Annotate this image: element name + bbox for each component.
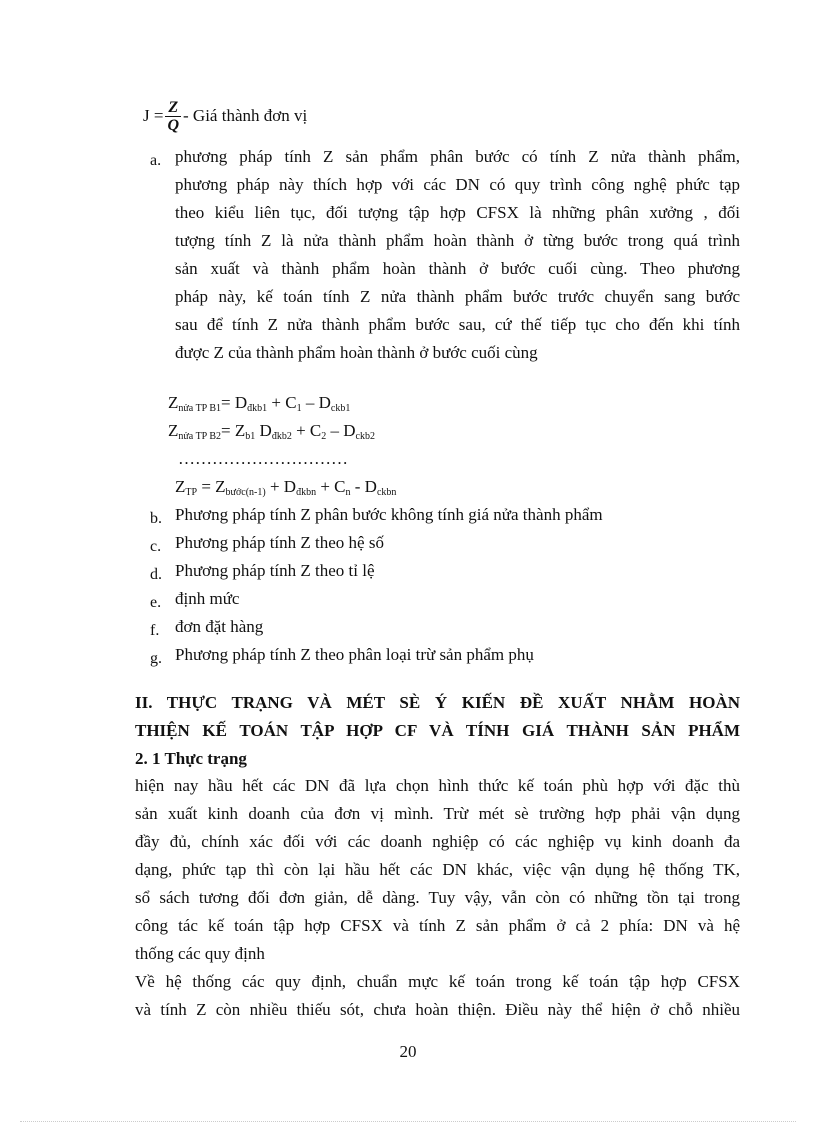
eq-subscript: 2 <box>321 431 327 442</box>
paragraph-line: công tác kế toán tập hợp CFSX và tính Z sản phẩm ở cả 2 phía: DN và hệ <box>135 916 740 935</box>
eq-term: Z <box>168 393 179 412</box>
eq-term: Z <box>175 477 186 496</box>
eq-term: – D <box>326 421 356 440</box>
page-bottom-divider <box>20 1121 796 1122</box>
equation-b1 <box>168 393 350 413</box>
formula-rhs: - Giá thành đơn vị <box>183 106 308 125</box>
eq-subscript: 1 <box>296 403 302 414</box>
eq-subscript: bước(n-1) <box>225 487 266 498</box>
eq-term: = Z <box>197 477 226 496</box>
eq-term: Z <box>168 421 179 440</box>
section-heading-line-1: II. THỰC TRẠNG VÀ MÉT SÈ Ý KIẾN ĐỀ XUẤT NHẰM HOÀN <box>135 693 740 712</box>
eq-term: + C <box>267 393 297 412</box>
eq-subscript: b1 <box>245 431 256 442</box>
item-a-line: sau để tính Z nửa thành phẩm bước sau, cứ thế tiếp tục cho đến khi tính <box>175 315 740 334</box>
eq-subscript: nửa TP B1 <box>178 403 222 414</box>
list-marker-g: g. <box>150 650 162 667</box>
eq-subscript: đkbn <box>296 487 317 498</box>
eq-subscript: ckb2 <box>355 431 375 442</box>
list-item-f: đơn đặt hàng <box>175 617 264 636</box>
item-a-line: theo kiểu liên tục, đối tượng tập hợp CFSX là những phân xưởng , đối <box>175 203 740 222</box>
formula-unit-cost <box>143 94 307 138</box>
equation-b2 <box>168 421 375 441</box>
equation-ellipsis: ………………………… <box>178 449 348 468</box>
item-a-line: sản xuất và thành phẩm hoàn thành ở bước cuối cùng. Theo phương <box>175 259 740 278</box>
formula-lhs: J = <box>143 106 164 125</box>
eq-term: + C <box>316 477 346 496</box>
list-marker-d: d. <box>150 566 162 583</box>
eq-subscript: ckbn <box>376 487 397 498</box>
fraction-numerator: Z <box>168 98 179 116</box>
list-item-c: Phương pháp tính Z theo hệ số <box>175 533 384 552</box>
list-marker-b: b. <box>150 510 162 527</box>
paragraph-line: dạng, phức tạp thì còn lại hầu hết các DN khác, việc vận dụng hệ thống TK, <box>135 860 740 879</box>
list-marker-c: c. <box>150 538 162 555</box>
item-a-line: phương pháp này thích hợp với các DN có quy trình công nghệ phức tạp <box>175 175 740 194</box>
eq-term: D <box>255 421 272 440</box>
paragraph-line: sản xuất kinh doanh của đơn vị mình. Trừ mét sè trường hợp phải vận dụng <box>135 804 740 823</box>
equation-tp <box>175 477 396 497</box>
paragraph-line: thống các quy định <box>135 944 265 963</box>
paragraph-line: và tính Z còn nhiều thiếu sót, chưa hoàn thiện. Điều này thể hiện ở chỗ nhiều <box>135 1000 740 1019</box>
paragraph-line: Về hệ thống các quy định, chuẩn mực kế toán trong kế toán tập hợp CFSX <box>135 972 740 991</box>
eq-term: = D <box>221 393 248 412</box>
page-number: 20 <box>399 1042 417 1061</box>
item-a-line: pháp này, kế toán tính Z nửa thành phẩm bước trước chuyển sang bước <box>175 287 740 306</box>
list-item-d: Phương pháp tính Z theo tỉ lệ <box>175 561 375 580</box>
item-a-line: phương pháp tính Z sản phẩm phân bước có tính Z nửa thành phẩm, <box>175 147 740 166</box>
eq-term: + C <box>291 421 322 440</box>
eq-subscript: đkb2 <box>271 431 292 442</box>
item-a-line: tượng tính Z là nửa thành phẩm hoàn thành ở từng bước trong quá trình <box>175 231 740 250</box>
list-marker-a: a. <box>150 152 162 169</box>
fraction-denominator: Q <box>167 116 180 134</box>
eq-subscript: nửa TP B2 <box>178 431 222 442</box>
list-marker-e: e. <box>150 594 162 611</box>
eq-term: + D <box>265 477 297 496</box>
paragraph-line: hiện nay hầu hết các DN đã lựa chọn hình thức kế toán phù hợp với đặc thù <box>135 776 740 795</box>
paragraph-line: sổ sách tương đối đơn giản, dễ dàng. Tuy vậy, vẫn còn có những tồn tại trong <box>135 888 740 907</box>
subsection-heading: 2. 1 Thực trạng <box>135 749 247 768</box>
eq-term: = Z <box>221 421 246 440</box>
eq-subscript: TP <box>185 487 198 498</box>
eq-term: – D <box>301 393 331 412</box>
section-heading-line-2: THIỆN KẾ TOÁN TẬP HỢP CF VÀ TÍNH GIÁ THÀNH SẢN PHẨM <box>135 721 740 740</box>
list-marker-f: f. <box>150 622 160 639</box>
eq-subscript: ckb1 <box>330 403 351 414</box>
fraction-z-over-q <box>164 99 182 134</box>
list-item-g: Phương pháp tính Z theo phân loại trừ sản phẩm phụ <box>175 645 534 664</box>
paragraph-line: đầy đủ, chính xác đối với các doanh nghiệp có các nghiệp vụ kinh doanh đa <box>135 832 740 851</box>
list-item-b: Phương pháp tính Z phân bước không tính giá nửa thành phẩm <box>175 505 603 524</box>
eq-term: - D <box>350 477 377 496</box>
eq-subscript: n <box>345 487 351 498</box>
eq-subscript: đkb1 <box>247 403 268 414</box>
list-item-e: định mức <box>175 589 240 608</box>
item-a-line: được Z của thành phẩm hoàn thành ở bước cuối cùng <box>175 343 538 362</box>
